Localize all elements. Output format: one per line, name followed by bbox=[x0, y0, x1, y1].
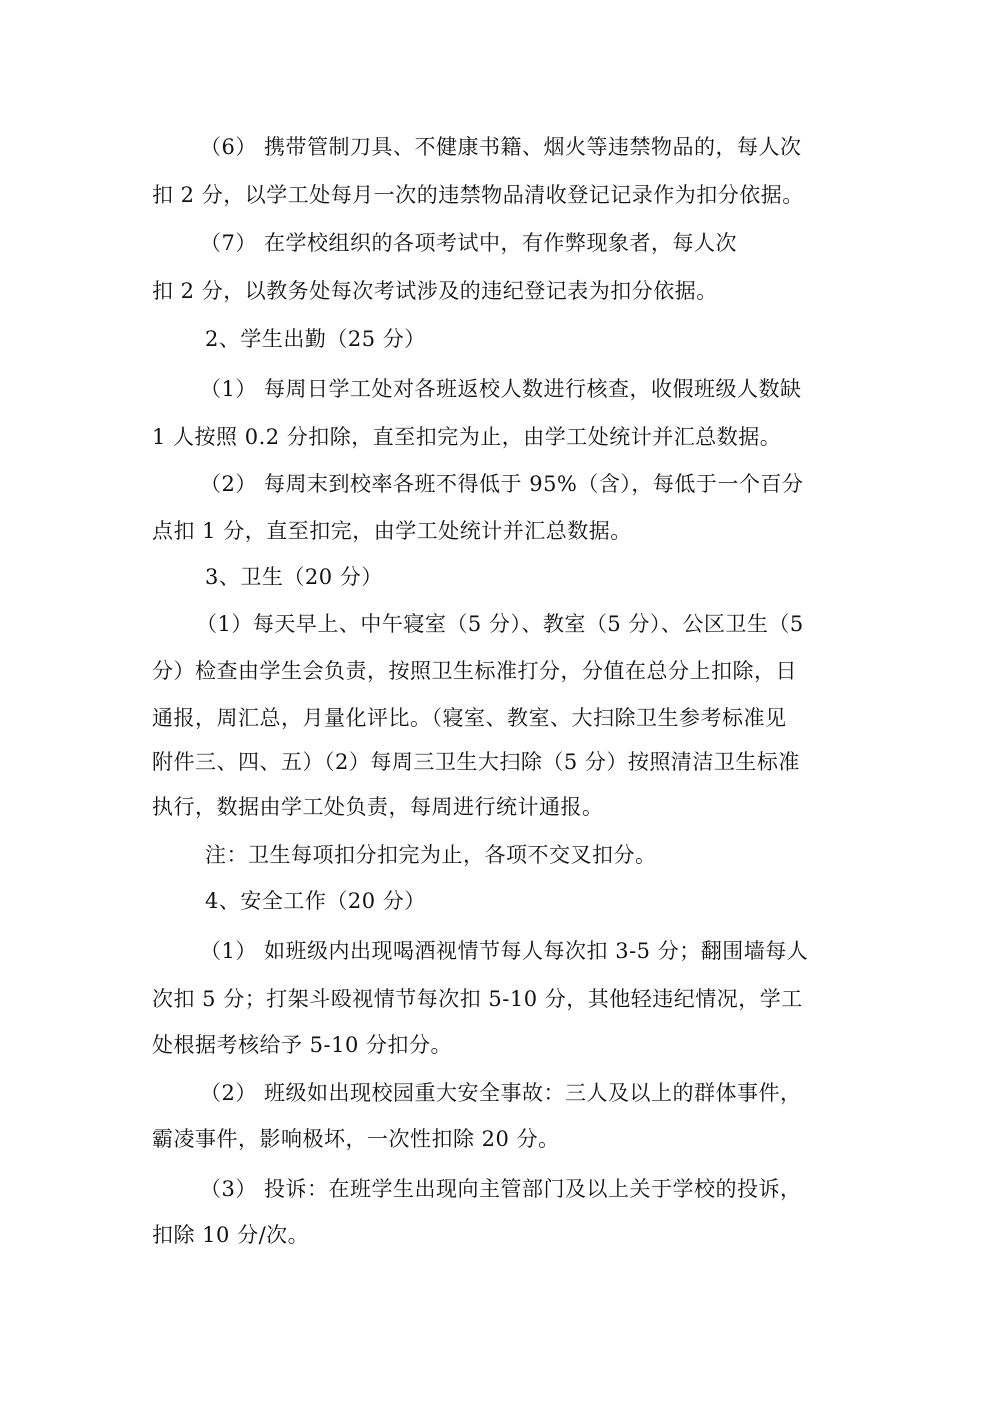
note-line: 注：卫生每项扣分扣完为止，各项不交叉扣分。 bbox=[205, 843, 657, 867]
text-line: （1） 如班级内出现喝酒视情节每人每次扣 3-5 分；翻围墙每人 bbox=[200, 939, 809, 963]
text-line: 执行，数据由学工处负责，每周进行统计通报。 bbox=[152, 795, 604, 819]
text-line: （3） 投诉：在班学生出现向主管部门及以上关于学校的投诉， bbox=[200, 1177, 802, 1201]
text-line: （1）每天早上、中午寝室（5 分）、教室（5 分）、公区卫生（5 bbox=[196, 612, 804, 636]
text-line: （2） 班级如出现校园重大安全事故：三人及以上的群体事件， bbox=[200, 1081, 802, 1105]
text-line: （7） 在学校组织的各项考试中，有作弊现象者，每人次 bbox=[200, 231, 738, 255]
text-line: （1） 每周日学工处对各班返校人数进行核查，收假班级人数缺 bbox=[200, 377, 802, 401]
text-line: （2） 每周末到校率各班不得低于 95%（含），每低于一个百分 bbox=[200, 472, 804, 496]
section-heading: 2、学生出勤（25 分） bbox=[205, 327, 426, 351]
text-line: 点扣 1 分，直至扣完，由学工处统计并汇总数据。 bbox=[152, 519, 632, 543]
text-line: 霸凌事件，影响极坏，一次性扣除 20 分。 bbox=[152, 1127, 560, 1151]
text-line: 扣 2 分，以学工处每月一次的违禁物品清收登记记录作为扣分依据。 bbox=[152, 183, 804, 207]
text-line: 通报，周汇总，月量化评比。（寝室、教室、大扫除卫生参考标准见 bbox=[152, 706, 787, 730]
text-line: 附件三、四、五）（2）每周三卫生大扫除（5 分）按照清洁卫生标准 bbox=[152, 750, 800, 774]
text-line: 次扣 5 分；打架斗殴视情节每次扣 5-10 分，其他轻违纪情况，学工 bbox=[152, 987, 803, 1011]
section-heading: 3、卫生（20 分） bbox=[205, 565, 383, 589]
text-line: 扣除 10 分/次。 bbox=[152, 1223, 310, 1247]
text-line: 分）检查由学生会负责，按照卫生标准打分，分值在总分上扣除，日 bbox=[152, 659, 797, 683]
text-line: 扣 2 分，以教务处每次考试涉及的违纪登记表为扣分依据。 bbox=[152, 279, 718, 303]
section-heading: 4、安全工作（20 分） bbox=[205, 889, 426, 913]
text-line: （6） 携带管制刀具、不健康书籍、烟火等违禁物品的，每人次 bbox=[200, 135, 802, 159]
text-line: 处根据考核给予 5-10 分扣分。 bbox=[152, 1033, 453, 1057]
text-line: 1 人按照 0.2 分扣除，直至扣完为止，由学工处统计并汇总数据。 bbox=[152, 425, 782, 449]
